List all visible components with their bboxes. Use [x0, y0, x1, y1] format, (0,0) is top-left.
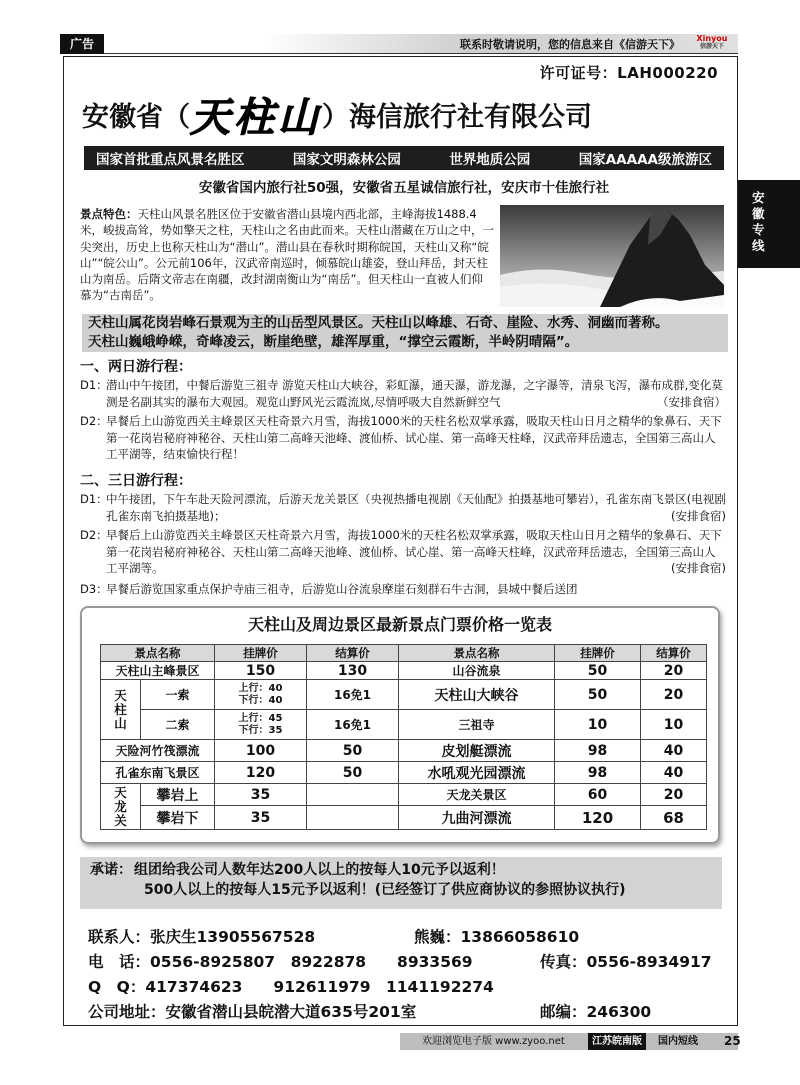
footer-section: 国内短线 [658, 1036, 698, 1047]
side-tab-anhui-line [738, 180, 800, 268]
brand-logo-text: Xinyou [696, 34, 728, 43]
table-row [101, 710, 707, 740]
col-header: 挂牌价 [555, 645, 641, 662]
list-price-updown [215, 680, 307, 710]
honor-item: 国家首批重点风景名胜区 [96, 152, 245, 168]
settle-price: 20 [641, 662, 707, 680]
list-price: 50 [555, 662, 641, 680]
contact-person-2: 熊巍：13866058610 [414, 928, 580, 946]
day-label: D1： [80, 492, 108, 506]
contact-qq: Q Q：417374623 912611979 1141192274 [88, 978, 494, 996]
settle-price-empty [307, 784, 399, 806]
promise-line: 500人以上的按每人15元予以返利！(已经签订了供应商协议的参照协议执行) [144, 882, 626, 898]
license-number: 许可证号：LAH000220 [539, 64, 718, 82]
list-price: 10 [555, 710, 641, 740]
scenic-features [80, 206, 494, 304]
spot-name: 天险河竹筏漂流 [101, 740, 215, 762]
highlight-line: 天柱山属花岗岩峰石景观为主的山岳型风景区。天柱山以峰雄、石奇、崖险、水秀、洞幽而著称。 [88, 315, 669, 331]
table-row [101, 806, 707, 830]
honors-banner [84, 146, 724, 170]
honor-item: 国家AAAAA级旅游区 [578, 152, 712, 168]
brand-logo-subtext: 信游天下 [699, 43, 724, 50]
two-day-heading: 一、两日游行程： [80, 359, 192, 375]
settle-price: 68 [641, 806, 707, 830]
page-footer [400, 1033, 738, 1050]
settle-price: 10 [641, 710, 707, 740]
contact-phone: 电 话：0556-8925807 8922878 8933569 [88, 953, 473, 971]
highlight-line: 天柱山巍峨峥嵘，奇峰凌云，断崖绝壁，雄浑厚重，“撑空云霞断，半岭阴晴隔”。 [88, 334, 579, 350]
title-mountain-name: 天柱山 [190, 94, 322, 141]
day-note: （安排食宿） [657, 394, 726, 409]
three-day-d1 [80, 491, 726, 524]
up-price: 上行：40 [238, 682, 283, 694]
spot-name: 九曲河漂流 [399, 806, 555, 830]
settle-price: 16免1 [307, 710, 399, 740]
mountain-photo [500, 205, 724, 307]
list-price-updown [215, 710, 307, 740]
two-day-d1 [80, 377, 726, 410]
spot-name: 攀岩上 [141, 784, 215, 806]
list-price: 35 [215, 806, 307, 830]
day-note: (安排食宿) [671, 508, 726, 523]
three-day-heading: 二、三日游行程： [80, 473, 192, 489]
day-label: D3： [80, 582, 108, 596]
ad-tag: 广告 [60, 34, 104, 54]
spot-name: 二索 [141, 710, 215, 740]
company-address: 公司地址：安徽省潜山县皖潜大道635号201室 [88, 1003, 417, 1021]
list-price: 100 [215, 740, 307, 762]
day-text: 早餐后游览国家重点保护寺庙三祖寺，后游览山谷流泉摩崖石刻群石牛古洞，县城中餐后送团 [106, 582, 578, 596]
title-prefix: 安徽省（ [82, 102, 190, 133]
day-text: 中午接团，下午车赴天险河漂流，后游天龙关景区（央视热播电视剧《天仙配》拍摄基地可攀岩），孔雀东南飞景区(电视剧孔雀东南飞拍摄基地)； [106, 492, 726, 523]
down-price: 下行：40 [238, 694, 283, 706]
settle-price: 16免1 [307, 680, 399, 710]
list-price: 35 [215, 784, 307, 806]
list-price: 120 [215, 762, 307, 784]
table-row [101, 680, 707, 710]
group-label-tianzhushan [101, 680, 141, 740]
col-header: 结算价 [641, 645, 707, 662]
spot-name: 山谷流泉 [399, 662, 555, 680]
three-day-d2 [80, 527, 726, 577]
spot-name: 攀岩下 [141, 806, 215, 830]
title-suffix: ）海信旅行社有限公司 [322, 102, 592, 133]
table-header-row [101, 645, 707, 662]
spot-name: 一索 [141, 680, 215, 710]
highlight-box [82, 314, 728, 352]
spot-name: 天龙关景区 [399, 784, 555, 806]
spot-name: 三祖寺 [399, 710, 555, 740]
feature-label: 景点特色： [80, 207, 138, 221]
contact-fax: 传真：0556-8934917 [540, 953, 712, 971]
settle-price: 50 [307, 762, 399, 784]
footer-edition: 江苏皖南版 [588, 1033, 646, 1050]
source-note: 联系时敬请说明，您的信息来自《信游天下》 [460, 38, 680, 51]
three-day-d3 [80, 581, 726, 598]
ticket-price-panel [80, 606, 720, 844]
group-label-tianlongguan [101, 784, 141, 830]
list-price: 120 [555, 806, 641, 830]
col-header: 挂牌价 [215, 645, 307, 662]
day-label: D1： [80, 378, 108, 392]
spot-name: 水吼观光园漂流 [399, 762, 555, 784]
settle-price: 20 [641, 680, 707, 710]
table-row [101, 740, 707, 762]
day-text: 潜山中午接团，中餐后游览三祖寺 游览天柱山大峡谷，彩虹瀑，通天瀑，游龙瀑，之字瀑等，清泉飞泻，瀑布成群,变化莫测是名副其实的瀑布大观园。观览山野风光云霞流岚,尽情呼吸大自然新鲜空气 [106, 378, 723, 409]
settle-price: 40 [641, 740, 707, 762]
col-header: 结算价 [307, 645, 399, 662]
company-title [82, 86, 722, 141]
ticket-price-table [100, 644, 707, 830]
side-tab-label: 安徽专线 [752, 190, 765, 253]
settle-price: 50 [307, 740, 399, 762]
table-row [101, 784, 707, 806]
spot-name: 天柱山主峰景区 [101, 662, 215, 680]
list-price: 98 [555, 762, 641, 784]
group-label-text: 天龙关 [114, 784, 127, 828]
up-price: 上行：45 [238, 712, 283, 724]
price-table-title: 天柱山及周边景区最新景点门票价格一览表 [247, 615, 552, 634]
footer-website: 欢迎浏览电子版 www.zyoo.net [422, 1036, 565, 1047]
rebate-promise [80, 857, 722, 909]
table-row [101, 762, 707, 784]
settle-price-empty [307, 806, 399, 830]
day-note: (安排食宿) [671, 561, 726, 575]
postal-code: 邮编：246300 [540, 1003, 652, 1021]
list-price: 150 [215, 662, 307, 680]
settle-price: 130 [307, 662, 399, 680]
group-label-text: 天柱山 [114, 687, 127, 731]
two-day-d2 [80, 413, 726, 463]
promise-label: 承诺： [90, 862, 132, 878]
agency-awards: 安徽省国内旅行社50强，安徽省五星诚信旅行社，安庆市十佳旅行社 [198, 180, 610, 196]
spot-name: 天柱山大峡谷 [399, 680, 555, 710]
spot-name: 皮划艇漂流 [399, 740, 555, 762]
contact-person: 联系人：张庆生13905567528 [88, 928, 316, 946]
spot-name: 孔雀东南飞景区 [101, 762, 215, 784]
day-text: 早餐后上山游览西关主峰景区天柱奇景六月雪，海拔1000米的天柱名松双掌承露，吸取天柱山日月之精华的象鼻石、天下第一花岗岩秘府神秘谷、天柱山第二高峰天池峰、渡仙桥、试心崖、第一高峰天柱峰，汉武帝拜岳遗志，全国第三高山人工平湖等，结束愉快行程！ [106, 414, 722, 461]
col-header: 景点名称 [101, 645, 215, 662]
brand-logo [688, 35, 736, 51]
honor-item: 国家文明森林公园 [292, 152, 401, 168]
settle-price: 20 [641, 784, 707, 806]
list-price: 50 [555, 680, 641, 710]
table-row [101, 662, 707, 680]
day-label: D2： [80, 528, 108, 542]
list-price: 98 [555, 740, 641, 762]
day-label: D2： [80, 414, 108, 428]
mountain-photo-illustration [500, 205, 724, 307]
honor-item: 世界地质公园 [449, 152, 531, 168]
day-text: 早餐后上山游览西关主峰景区天柱奇景六月雪，海拔1000米的天柱名松双掌承露，吸取天柱山日月之精华的象鼻石、天下第一花岗岩秘府神秘谷、天柱山第二高峰天池峰、渡仙桥、试心崖、第一高峰天柱峰，汉武帝拜岳遗志，全国第三高山人工平湖等。 [106, 528, 722, 575]
down-price: 下行：35 [238, 724, 283, 736]
list-price: 60 [555, 784, 641, 806]
col-header: 景点名称 [399, 645, 555, 662]
feature-text: 天柱山风景名胜区位于安徽省潜山县境内西北部，主峰海拔1488.4米，峻拔高耸，势如擎天之柱，天柱山之名由此而来。天柱山潜藏在万山之中，一尖突出，历史上也称天柱山为“潜山”。潜山县在春秋时期称皖国，天柱山又称“皖山”“皖公山”。公元前106年，汉武帝南巡时，倾慕皖山雄姿，登山拜岳，封天柱山为南岳。后隋文帝志在南疆，改封湖南衡山为“南岳”。但天柱山一直被人们仰慕为“古南岳”。 [80, 207, 494, 303]
page-number: 25 [724, 1034, 741, 1048]
promise-line: 组团给我公司人数年达200人以上的按每人10元予以返利！ [134, 862, 505, 878]
settle-price: 40 [641, 762, 707, 784]
